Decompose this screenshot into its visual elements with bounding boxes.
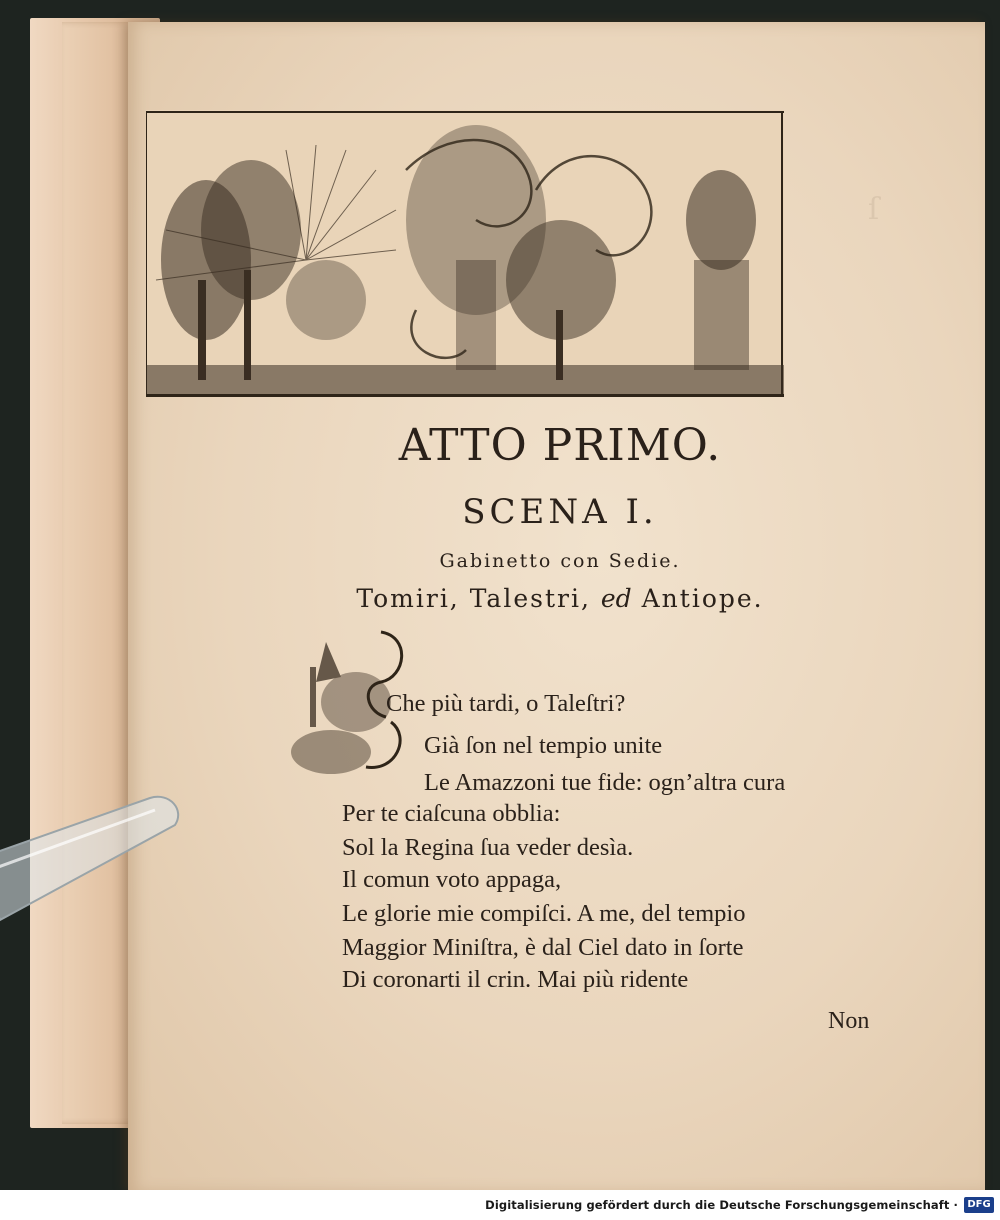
catchword: Non [828,1008,870,1034]
verse-line-5: Sol la Regina ſua veder desìa. [342,834,634,861]
verse-line-3: Le Amazzoni tue fide: ogn’altra cura [424,769,786,796]
verse-line-4: Per te ciaſcuna obblia: [342,800,561,827]
verse-line-6: Il comun voto appaga, [342,866,562,893]
characters-names-b: Antiope. [631,584,764,613]
characters-names-a: Tomiri, Talestri, [356,584,601,613]
digitization-credit: Digitalisierung gefördert durch die Deutsche Forschungsgemeinschaft · [485,1198,958,1212]
verse-line-1: Che più tardi, o Taleſtri? [386,690,626,717]
footer-bar [0,1190,1000,1220]
act-heading: ATTO PRIMO. [398,420,722,471]
verse-line-2: Già ſon nel tempio unite [424,732,663,759]
characters-line [0,584,1000,613]
scene-heading: SCENA I. [462,492,658,532]
verse-line-7: Le glorie mie compiſci. A me, del tempio [342,900,746,927]
setting-line: Gabinetto con Sedie. [439,550,681,572]
characters-conjunction: ed [600,584,632,613]
verse-line-9: Di coronarti il crin. Mai più ridente [342,966,689,993]
show-through-text: ſ [868,192,880,227]
page-holder-spatula [0,770,200,930]
woodcut-headpiece [146,110,784,397]
dfg-logo: DFG [964,1197,994,1213]
verse-line-8: Maggior Miniſtra, è dal Ciel dato in ſorte [342,934,744,961]
